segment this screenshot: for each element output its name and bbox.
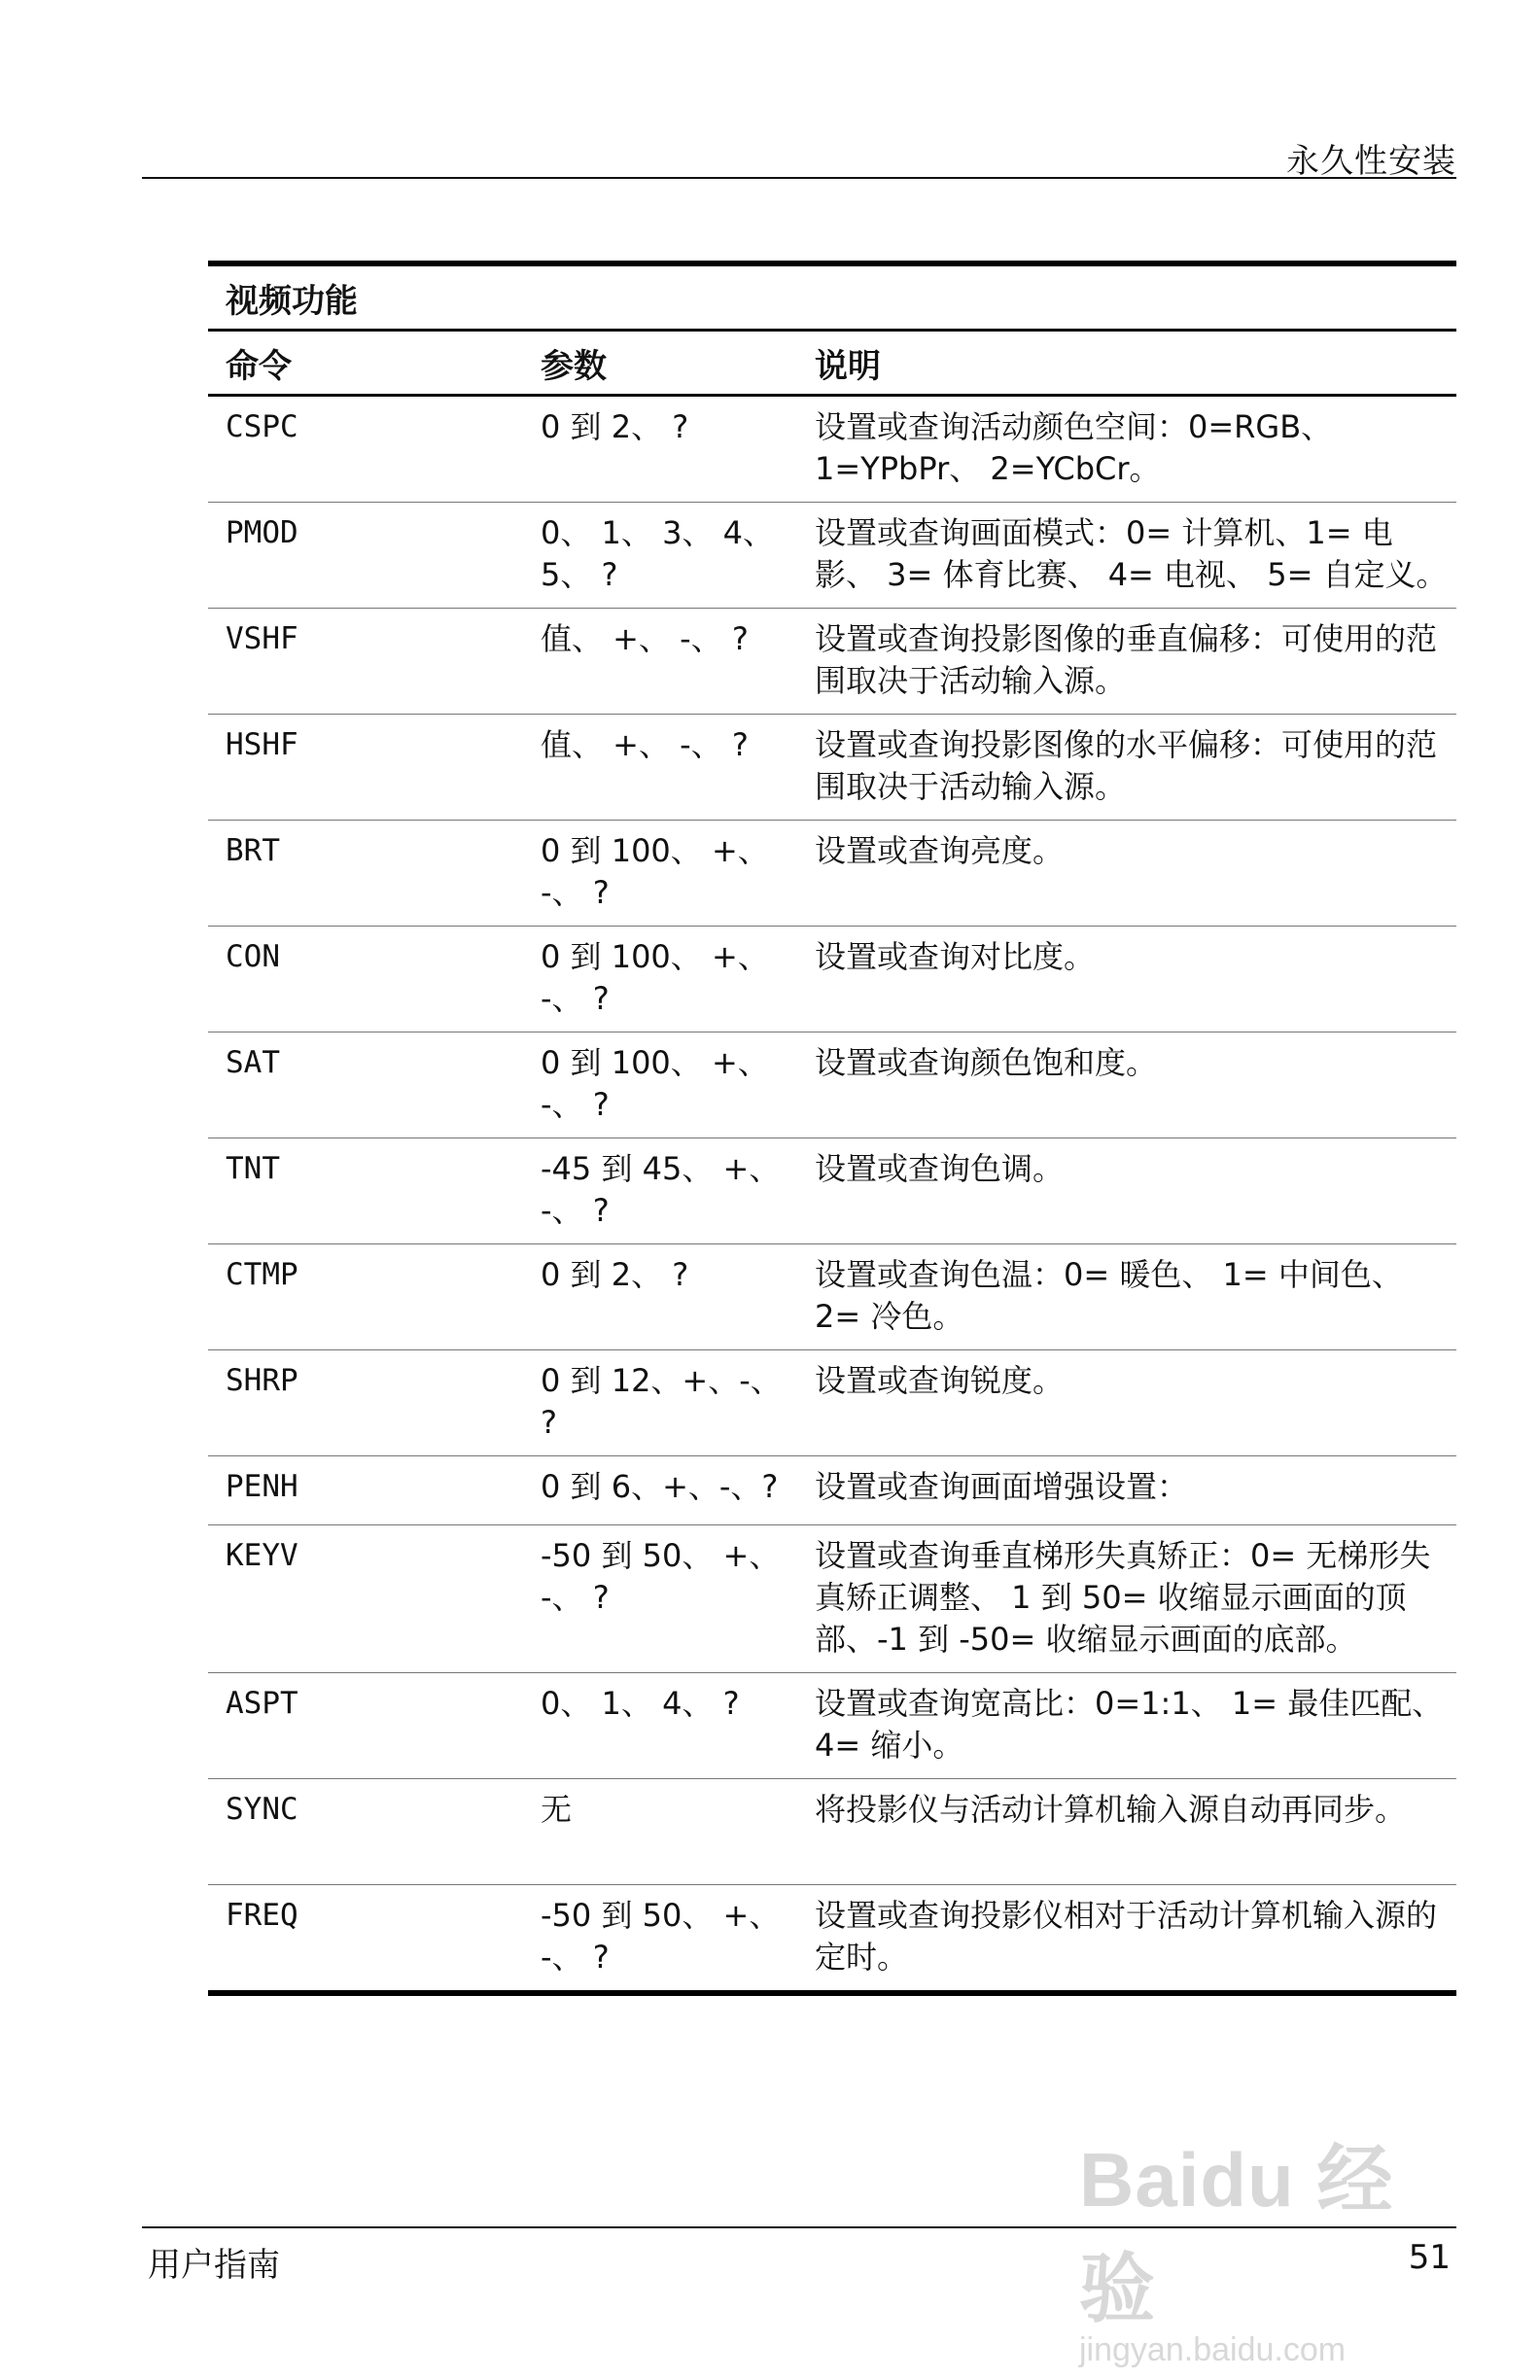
command-cell: BRT bbox=[226, 833, 280, 868]
description-cell: 设置或查询锐度。 bbox=[815, 1362, 1065, 1399]
command-cell: SAT bbox=[226, 1045, 280, 1080]
table-row bbox=[208, 397, 1456, 502]
parameter-cell: 0 到 100、 +、 -、 ? bbox=[541, 938, 769, 1017]
parameter-cell: -45 到 45、 +、 -、 ? bbox=[541, 1150, 781, 1229]
description-cell: 设置或查询色温：0= 暖色、 1= 中间色、 2= 冷色。 bbox=[815, 1256, 1403, 1335]
description-cell: 设置或查询活动颜色空间：0=RGB、 1=YPbPr、 2=YCbCr。 bbox=[815, 408, 1333, 487]
table-row bbox=[208, 927, 1456, 1032]
command-cell: PENH bbox=[226, 1469, 298, 1504]
command-cell: CSPC bbox=[226, 409, 298, 444]
command-cell: ASPT bbox=[226, 1686, 298, 1721]
table-row bbox=[208, 609, 1456, 714]
table-row bbox=[208, 1456, 1456, 1524]
watermark bbox=[1079, 2119, 1449, 2368]
table-row bbox=[208, 1350, 1456, 1455]
command-table bbox=[208, 261, 1456, 1996]
header-rule bbox=[142, 177, 1456, 179]
page-number: 51 bbox=[1408, 2238, 1451, 2277]
command-cell: FREQ bbox=[226, 1898, 298, 1933]
watermark-url: jingyan.baidu.com bbox=[1079, 2331, 1347, 2368]
description-cell: 设置或查询投影图像的水平偏移：可使用的范围取决于活动输入源。 bbox=[815, 726, 1438, 805]
parameter-cell: 0 到 100、 +、 -、 ? bbox=[541, 1044, 769, 1123]
table-row bbox=[208, 1525, 1456, 1672]
table-row bbox=[208, 1885, 1456, 1990]
description-cell: 设置或查询投影仪相对于活动计算机输入源的定时。 bbox=[815, 1897, 1438, 1976]
footer-rule bbox=[142, 2226, 1456, 2228]
command-cell: VSHF bbox=[226, 621, 298, 656]
description-cell: 设置或查询颜色饱和度。 bbox=[815, 1044, 1158, 1081]
footer-title: 用户指南 bbox=[148, 2246, 280, 2285]
description-cell: 设置或查询对比度。 bbox=[815, 938, 1096, 975]
command-cell: TNT bbox=[226, 1151, 280, 1186]
description-cell: 设置或查询画面增强设置： bbox=[815, 1468, 1189, 1505]
table-row bbox=[208, 503, 1456, 608]
parameter-cell: 0、 1、 3、 4、 5、 ? bbox=[541, 514, 774, 593]
parameter-cell: 0 到 2、 ? bbox=[541, 1256, 689, 1293]
parameter-cell: 无 bbox=[541, 1791, 573, 1828]
column-header-command: 命令 bbox=[226, 346, 292, 386]
command-cell: PMOD bbox=[226, 515, 298, 550]
description-cell: 设置或查询画面模式：0= 计算机、1= 电影、 3= 体育比赛、 4= 电视、 5= 自定义。 bbox=[815, 514, 1448, 593]
description-cell: 设置或查询亮度。 bbox=[815, 832, 1065, 869]
table-bottom-rule bbox=[208, 1990, 1456, 1996]
table-row bbox=[208, 1244, 1456, 1349]
table-row bbox=[208, 715, 1456, 820]
watermark-logo: Baidu 经验 bbox=[1079, 2137, 1394, 2331]
command-cell: SYNC bbox=[226, 1792, 298, 1827]
table-row bbox=[208, 1032, 1456, 1138]
parameter-cell: 0、 1、 4、 ? bbox=[541, 1685, 740, 1722]
command-cell: CTMP bbox=[226, 1257, 298, 1292]
section-title: 视频功能 bbox=[226, 281, 358, 321]
parameter-cell: 0 到 12、+、-、 ? bbox=[541, 1362, 782, 1441]
running-header: 永久性安装 bbox=[1286, 142, 1456, 181]
command-cell: HSHF bbox=[226, 727, 298, 762]
table-row bbox=[208, 1673, 1456, 1778]
parameter-cell: 值、 +、 -、 ? bbox=[541, 620, 749, 657]
description-cell: 设置或查询宽高比：0=1:1、 1= 最佳匹配、 4= 缩小。 bbox=[815, 1685, 1444, 1764]
command-cell: CON bbox=[226, 939, 280, 974]
command-cell: KEYV bbox=[226, 1538, 298, 1573]
parameter-cell: 值、 +、 -、 ? bbox=[541, 726, 749, 763]
column-header-description: 说明 bbox=[815, 346, 881, 386]
parameter-cell: 0 到 6、+、-、? bbox=[541, 1468, 779, 1505]
column-header-row bbox=[208, 332, 1456, 394]
parameter-cell: -50 到 50、 +、 -、 ? bbox=[541, 1897, 781, 1976]
description-cell: 将投影仪与活动计算机输入源自动再同步。 bbox=[815, 1791, 1407, 1828]
description-cell: 设置或查询色调。 bbox=[815, 1150, 1065, 1187]
command-cell: SHRP bbox=[226, 1363, 298, 1398]
table-row bbox=[208, 821, 1456, 926]
parameter-cell: 0 到 100、 +、 -、 ? bbox=[541, 832, 769, 911]
description-cell: 设置或查询投影图像的垂直偏移：可使用的范围取决于活动输入源。 bbox=[815, 620, 1438, 699]
table-row bbox=[208, 1779, 1456, 1884]
description-cell: 设置或查询垂直梯形失真矫正：0= 无梯形失真矫正调整、 1 到 50= 收缩显示画面的顶部、-1 到 -50= 收缩显示画面的底部。 bbox=[815, 1537, 1431, 1658]
parameter-cell: -50 到 50、 +、 -、 ? bbox=[541, 1537, 781, 1616]
column-header-parameter: 参数 bbox=[541, 346, 607, 386]
parameter-cell: 0 到 2、 ? bbox=[541, 408, 689, 445]
table-body bbox=[208, 397, 1456, 1990]
table-row bbox=[208, 1138, 1456, 1243]
